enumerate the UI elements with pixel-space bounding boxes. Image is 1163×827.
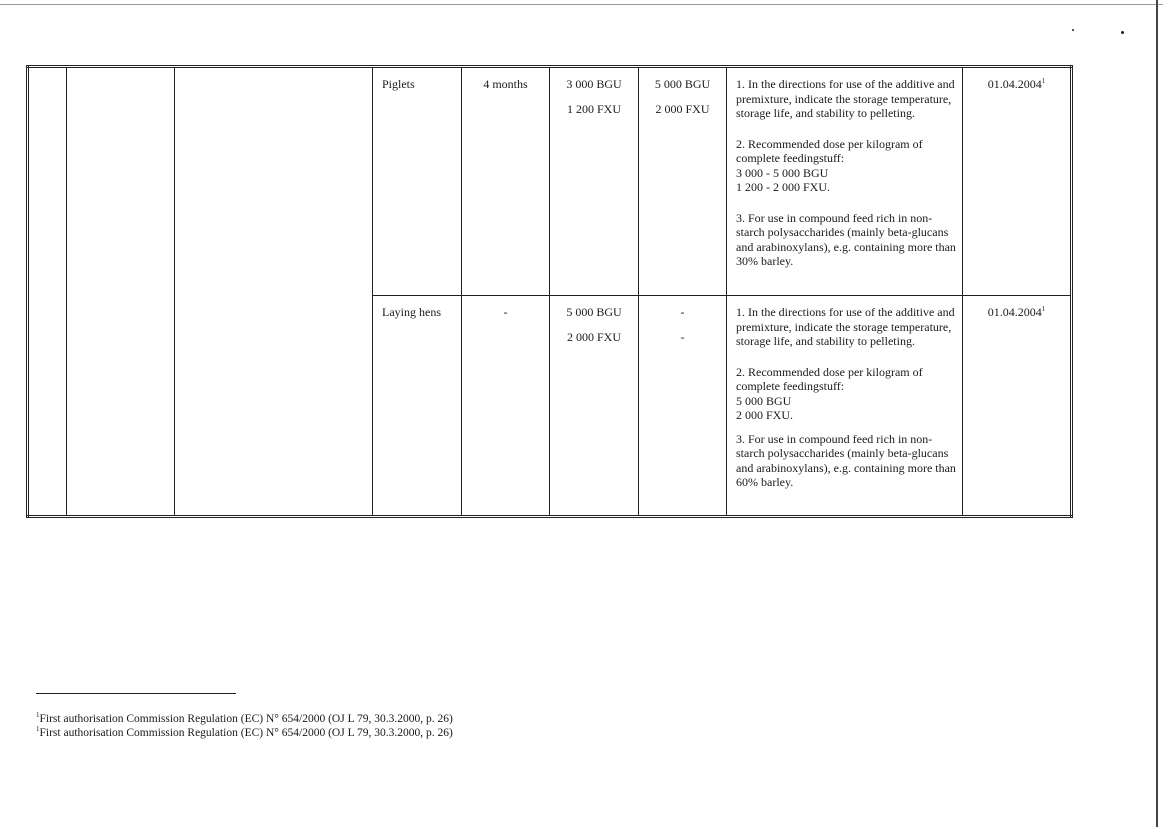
min-content-fxu: 1 200 FXU [566,101,621,116]
max-content-cell [639,296,727,517]
table-row [28,67,1072,296]
provisions-cell [727,67,963,296]
provision-1: 1. In the directions for use of the additive and premixture, indicate the storage temperature, storage life, and stability to pelleting. [736,77,955,120]
max-content-fxu: 2 000 FXU [655,101,710,116]
max-age-cell: 4 months [462,67,550,296]
end-date: 01.04.2004 [987,77,1042,91]
max-content-bgu: 5 000 BGU [654,77,711,91]
footnote-mark: 1 [36,711,40,720]
end-date-cell [963,67,1072,296]
scan-speck [1121,31,1124,34]
min-content-cell [550,67,639,296]
provision-3: 3. For use in compound feed rich in non-starch polysaccharides (mainly beta-glucans and arabinoxylans), e.g. containing more than 30% barley. [736,210,956,268]
provision-3: 3. For use in compound feed rich in non-starch polysaccharides (mainly beta-glucans and arabinoxylans), e.g. containing more than 60% barley. [736,431,956,489]
provision-2-dose-fxu: 2 000 FXU. [736,408,794,422]
footnote-separator [36,693,236,694]
min-content-bgu: 3 000 BGU [566,77,622,91]
end-date-cell [963,296,1072,517]
max-content-fxu: - [680,329,685,344]
blank-column-cell [67,67,175,517]
scan-top-edge [0,4,1163,5]
provision-2 [736,137,956,195]
provision-2 [736,365,956,423]
min-content-fxu: 2 000 FXU [566,329,621,344]
min-content-bgu: 5 000 BGU [566,305,622,319]
max-content-cell [639,67,727,296]
end-date: 01.04.2004 [987,305,1042,319]
max-age-cell: - [462,296,550,517]
provision-2-dose-bgu: 5 000 BGU [736,393,792,408]
provision-2-dose-bgu: 3 000 - 5 000 BGU [736,165,829,180]
min-content-cell [550,296,639,517]
species-cell: Laying hens [373,296,462,517]
blank-column-cell [175,67,373,517]
scan-speck [1072,29,1074,31]
provision-2-heading: 2. Recommended dose per kilogram of complete feedingstuff: [736,364,923,393]
footnote-text: First authorisation Commission Regulation (EC) N° 654/2000 (OJ L 79, 30.3.2000, p. 26) [39,727,453,739]
footnotes [36,712,736,740]
additive-authorisation-table [26,65,1073,518]
provision-2-dose-fxu: 1 200 - 2 000 FXU. [736,180,831,194]
max-content-bgu: - [680,305,685,319]
footnote-ref: 1 [1041,305,1046,313]
footnote-text: First authorisation Commission Regulation (EC) N° 654/2000 (OJ L 79, 30.3.2000, p. 26) [39,713,453,725]
species-cell: Piglets [373,67,462,296]
provisions-cell [727,296,963,517]
provision-1: 1. In the directions for use of the additive and premixture, indicate the storage temperature, storage life, and stability to pelleting. [736,305,955,348]
footnote [36,726,736,740]
provision-2-heading: 2. Recommended dose per kilogram of complete feedingstuff: [736,136,923,165]
footnote-mark: 1 [36,725,40,734]
footnote-ref: 1 [1041,77,1046,85]
scan-right-edge [1156,0,1158,827]
footnote [36,712,736,726]
blank-column-cell [28,67,67,517]
